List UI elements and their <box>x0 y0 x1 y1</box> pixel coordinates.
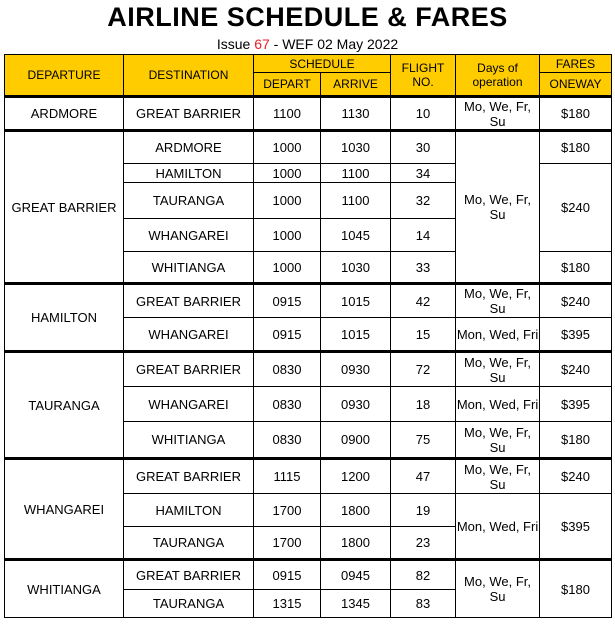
arrive-cell: 1045 <box>321 219 391 252</box>
flight-cell: 23 <box>391 527 456 560</box>
depart-cell: 1700 <box>254 527 321 560</box>
fare-cell: $180 <box>540 97 612 131</box>
flight-cell: 72 <box>391 352 456 387</box>
destination-cell: WHANGAREI <box>124 318 254 352</box>
depart-cell: 0830 <box>254 387 321 422</box>
fare-cell: $395 <box>540 318 612 352</box>
days-cell: Mo, We, Fr, Su <box>456 352 540 387</box>
flight-cell: 19 <box>391 494 456 527</box>
arrive-cell: 1015 <box>321 284 391 318</box>
departure-cell: TAURANGA <box>5 352 124 459</box>
days-cell: Mo, We, Fr, Su <box>456 459 540 494</box>
header-arrive: ARRIVE <box>321 73 391 97</box>
destination-cell: WHANGAREI <box>124 387 254 422</box>
flight-cell: 14 <box>391 219 456 252</box>
fare-cell: $240 <box>540 459 612 494</box>
days-cell: Mo, We, Fr, Su <box>456 284 540 318</box>
destination-cell: GREAT BARRIER <box>124 97 254 131</box>
depart-cell: 0915 <box>254 284 321 318</box>
arrive-cell: 1100 <box>321 183 391 219</box>
destination-cell: TAURANGA <box>124 527 254 560</box>
fare-cell: $395 <box>540 387 612 422</box>
arrive-cell: 1200 <box>321 459 391 494</box>
destination-cell: GREAT BARRIER <box>124 560 254 590</box>
depart-cell: 0915 <box>254 560 321 590</box>
header-schedule: SCHEDULE <box>254 55 391 73</box>
arrive-cell: 1800 <box>321 527 391 560</box>
destination-cell: HAMILTON <box>124 494 254 527</box>
depart-cell: 0915 <box>254 318 321 352</box>
departure-cell: GREAT BARRIER <box>5 131 124 284</box>
depart-cell: 1000 <box>254 219 321 252</box>
days-cell: Mo, We, Fr, Su <box>456 131 540 284</box>
issue-number: 67 <box>254 36 270 52</box>
flight-cell: 83 <box>391 590 456 618</box>
flight-cell: 42 <box>391 284 456 318</box>
days-cell: Mo, We, Fr, Su <box>456 560 540 618</box>
flight-cell: 82 <box>391 560 456 590</box>
departure-cell: WHITIANGA <box>5 560 124 618</box>
destination-cell: GREAT BARRIER <box>124 352 254 387</box>
depart-cell: 1100 <box>254 97 321 131</box>
flight-cell: 32 <box>391 183 456 219</box>
flight-cell: 33 <box>391 252 456 284</box>
header-fares: FARES <box>540 55 612 73</box>
destination-cell: WHITIANGA <box>124 422 254 459</box>
arrive-cell: 1130 <box>321 97 391 131</box>
depart-cell: 1115 <box>254 459 321 494</box>
table-row <box>5 352 612 387</box>
fare-cell: $180 <box>540 131 612 164</box>
arrive-cell: 1015 <box>321 318 391 352</box>
depart-cell: 0830 <box>254 422 321 459</box>
header-depart: DEPART <box>254 73 321 97</box>
destination-cell: GREAT BARRIER <box>124 284 254 318</box>
header-destination: DESTINATION <box>124 55 254 97</box>
flight-cell: 30 <box>391 131 456 164</box>
issue-line <box>0 36 615 52</box>
header-flight-no: FLIGHT NO. <box>391 55 456 97</box>
issue-suffix: - WEF 02 May 2022 <box>269 36 399 52</box>
fare-cell: $395 <box>540 494 612 560</box>
depart-cell: 0830 <box>254 352 321 387</box>
arrive-cell: 0930 <box>321 387 391 422</box>
fare-cell: $240 <box>540 284 612 318</box>
destination-cell: WHANGAREI <box>124 219 254 252</box>
destination-cell: GREAT BARRIER <box>124 459 254 494</box>
fare-cell: $180 <box>540 252 612 284</box>
depart-cell: 1000 <box>254 164 321 183</box>
header-days-of-operation: Days of operation <box>456 55 540 97</box>
flight-cell: 47 <box>391 459 456 494</box>
depart-cell: 1000 <box>254 131 321 164</box>
table-row <box>5 97 612 131</box>
departure-cell: HAMILTON <box>5 284 124 352</box>
arrive-cell: 0930 <box>321 352 391 387</box>
flight-cell: 18 <box>391 387 456 422</box>
depart-cell: 1315 <box>254 590 321 618</box>
fare-cell: $180 <box>540 560 612 618</box>
destination-cell: HAMILTON <box>124 164 254 183</box>
arrive-cell: 1030 <box>321 131 391 164</box>
depart-cell: 1000 <box>254 252 321 284</box>
days-cell: Mon, Wed, Fri <box>456 494 540 560</box>
arrive-cell: 1030 <box>321 252 391 284</box>
fare-cell: $240 <box>540 352 612 387</box>
flight-cell: 15 <box>391 318 456 352</box>
destination-cell: ARDMORE <box>124 131 254 164</box>
days-cell: Mon, Wed, Fri <box>456 318 540 352</box>
destination-cell: WHITIANGA <box>124 252 254 284</box>
header-oneway: ONEWAY <box>540 73 612 97</box>
schedule-table <box>4 54 612 618</box>
days-cell: Mo, We, Fr, Su <box>456 422 540 459</box>
table-row <box>5 560 612 590</box>
destination-cell: TAURANGA <box>124 183 254 219</box>
depart-cell: 1000 <box>254 183 321 219</box>
flight-cell: 10 <box>391 97 456 131</box>
days-cell: Mo, We, Fr, Su <box>456 97 540 131</box>
table-row <box>5 459 612 494</box>
fare-cell: $180 <box>540 422 612 459</box>
depart-cell: 1700 <box>254 494 321 527</box>
arrive-cell: 1100 <box>321 164 391 183</box>
issue-prefix: Issue <box>216 36 255 52</box>
arrive-cell: 0900 <box>321 422 391 459</box>
departure-cell: WHANGAREI <box>5 459 124 560</box>
arrive-cell: 0945 <box>321 560 391 590</box>
flight-cell: 34 <box>391 164 456 183</box>
header-departure: DEPARTURE <box>5 55 124 97</box>
arrive-cell: 1800 <box>321 494 391 527</box>
departure-cell: ARDMORE <box>5 97 124 131</box>
fare-cell: $240 <box>540 164 612 252</box>
days-cell: Mon, Wed, Fri <box>456 387 540 422</box>
table-row <box>5 131 612 164</box>
table-row <box>5 284 612 318</box>
flight-cell: 75 <box>391 422 456 459</box>
destination-cell: TAURANGA <box>124 590 254 618</box>
page-title: AIRLINE SCHEDULE & FARES <box>107 2 508 32</box>
arrive-cell: 1345 <box>321 590 391 618</box>
